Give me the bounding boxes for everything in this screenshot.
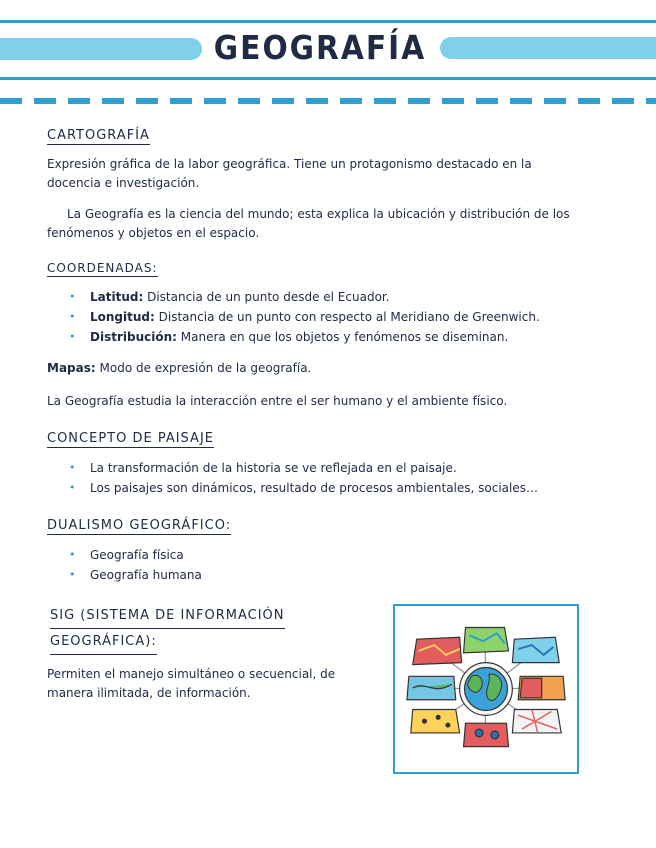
- dualismo-list: [69, 545, 617, 585]
- cartografia-intro: La Geografía es la ciencia del mundo; esta explica la ubicación y distribución de los fenómenos y objetos en el espacio.: [47, 207, 570, 240]
- header-line-bottom: [0, 77, 656, 80]
- list-item: • La transformación de la historia se ve reflejada en el paisaje.: [69, 458, 617, 478]
- coordenadas-list: [69, 287, 617, 347]
- paisaje-list: [69, 458, 617, 498]
- heading-sig-line2: GEOGRÁFICA):: [50, 631, 157, 655]
- cartografia-definition: Expresión gráfica de la labor geográfica. Tiene un protagonismo destacado en la docencia e investigación.: [47, 157, 532, 190]
- heading-coordenadas: COORDENADAS:: [47, 261, 158, 275]
- heading-dualismo: DUALISMO GEOGRÁFICO:: [47, 518, 232, 533]
- dashed-divider: [0, 98, 656, 104]
- mapas-definition: Mapas: Modo de expresión de la geografía.: [47, 361, 312, 375]
- header-pill-left: [0, 38, 202, 60]
- globe-maps-icon: [395, 606, 577, 772]
- sig-text: Permiten el manejo simultáneo o secuencial, de manera ilimitada, de información.: [47, 667, 336, 700]
- list-item: • Latitud: Distancia de un punto desde el Ecuador.: [69, 287, 617, 307]
- heading-paisaje: CONCEPTO DE PAISAJE: [47, 431, 214, 446]
- heading-cartografia: CARTOGRAFÍA: [47, 128, 150, 143]
- list-item: • Geografía física: [69, 545, 617, 565]
- header-pill-right: [440, 37, 656, 59]
- estudio-text: La Geografía estudia la interacción entre el ser humano y el ambiente físico.: [47, 394, 508, 408]
- page-title: GEOGRAFÍA: [213, 28, 427, 67]
- heading-sig-line1: SIG (SISTEMA DE INFORMACIÓN: [50, 605, 285, 629]
- header-line-top: [0, 20, 656, 23]
- list-item: • Los paisajes son dinámicos, resultado de procesos ambientales, sociales…: [69, 478, 617, 498]
- globe-maps-illustration: [393, 604, 579, 774]
- list-item: • Longitud: Distancia de un punto con respecto al Meridiano de Greenwich.: [69, 307, 617, 327]
- list-item: • Geografía humana: [69, 565, 617, 585]
- list-item: • Distribución: Manera en que los objetos y fenómenos se diseminan.: [69, 327, 617, 347]
